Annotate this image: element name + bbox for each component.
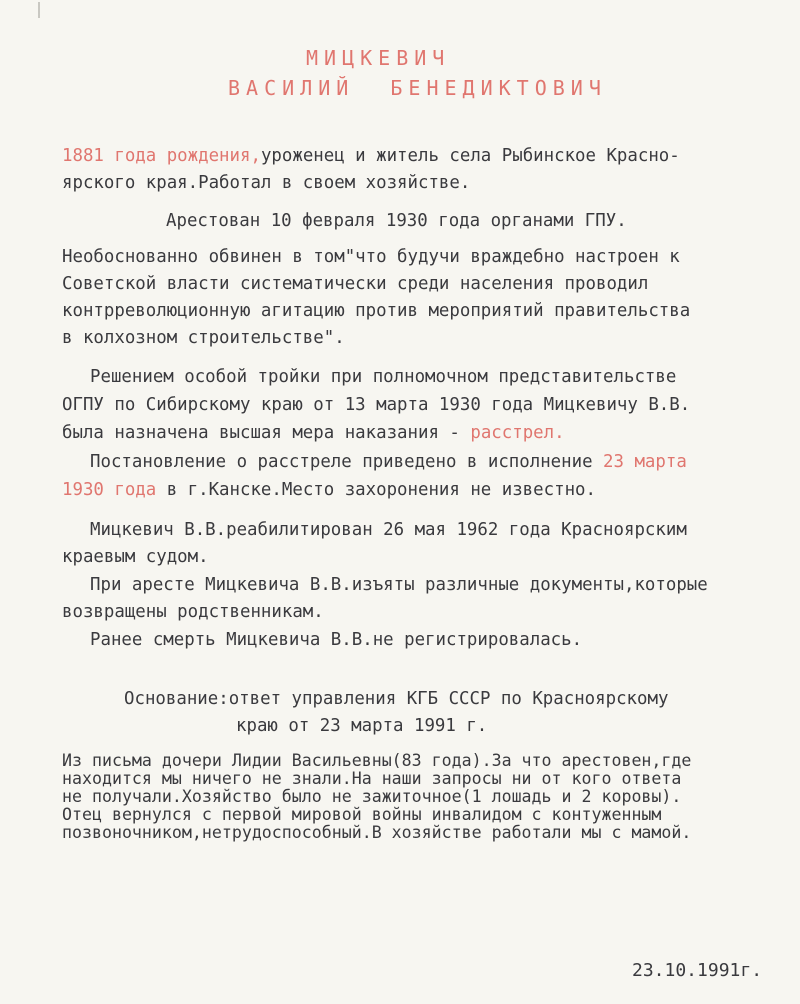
- bio-line-1: [62, 146, 680, 166]
- birth-year: 1881 года рождения,: [62, 146, 261, 166]
- execution-date: 23 марта: [603, 452, 687, 472]
- execution-year: 1930 года: [62, 480, 157, 500]
- execution-line-2: [62, 480, 596, 500]
- death-registration-line: Ранее смерть Мицкевича В.В.не регистрировалась.: [90, 630, 583, 650]
- verdict-line-3: [62, 423, 565, 443]
- verdict-line-1: Решением особой тройки при полномочном представительстве: [90, 367, 677, 387]
- sentence-word: расстрел.: [470, 423, 565, 443]
- execution-line-1-text: Постановление о расстреле приведено в исполнение: [90, 452, 604, 472]
- execution-line-2-text: в г.Канске.Место захоронения не известно.: [156, 480, 596, 500]
- name-heading: ВАСИЛИЙ БЕНЕДИКТОВИЧ: [228, 76, 607, 100]
- letter-line-5: позвоночником,нетрудоспособный.В хозяйстве работали мы с мамой.: [62, 823, 692, 842]
- letter-line-2: находится мы ничего не знали.На наши запросы ни от кого ответа: [62, 769, 682, 788]
- surname-heading: МИЦКЕВИЧ: [306, 46, 451, 70]
- bio-line-1-text: уроженец и житель села Рыбинское Красно-: [260, 146, 680, 166]
- accusation-line-2: Советской власти систематически среди населения проводил: [62, 274, 649, 294]
- execution-line-1: [90, 452, 687, 472]
- document-date: 23.10.1991г.: [632, 960, 763, 981]
- paper-mark: [38, 2, 40, 18]
- letter-line-1: Из письма дочери Лидии Васильевны(83 года).За что арестовен,где: [62, 751, 692, 770]
- letter-line-3: не получали.Хозяйство было не зажиточное(1 лошадь и 2 коровы).: [62, 787, 682, 806]
- rehab-line-1: Мицкевич В.В.реабилитирован 26 мая 1962 года Красноярским: [90, 520, 687, 540]
- rehab-line-2: краевым судом.: [62, 547, 209, 567]
- documents-line-2: возвращены родственникам.: [62, 602, 324, 622]
- accusation-line-4: в колхозном строительстве".: [62, 328, 345, 348]
- basis-line-2: краю от 23 марта 1991 г.: [236, 716, 488, 736]
- accusation-line-1: Необоснованно обвинен в том"что будучи враждебно настроен к: [62, 247, 680, 267]
- verdict-line-2: ОГПУ по Сибирскому краю от 13 марта 1930 года Мицкевичу В.В.: [62, 395, 691, 415]
- documents-line-1: При аресте Мицкевича В.В.изъяты различные документы,которые: [90, 575, 708, 595]
- letter-line-4: Отец вернулся с первой мировой войны инвалидом с контуженным: [62, 805, 662, 824]
- arrest-line: Арестован 10 февраля 1930 года органами ГПУ.: [166, 211, 627, 231]
- verdict-line-3-text: была назначена высшая мера наказания -: [62, 423, 471, 443]
- bio-line-2: ярского края.Работал в своем хозяйстве.: [62, 173, 471, 193]
- basis-line-1: Основание:ответ управления КГБ СССР по Красноярскому: [124, 689, 669, 709]
- accusation-line-3: контрреволюционную агитацию против мероприятий правительства: [62, 301, 691, 321]
